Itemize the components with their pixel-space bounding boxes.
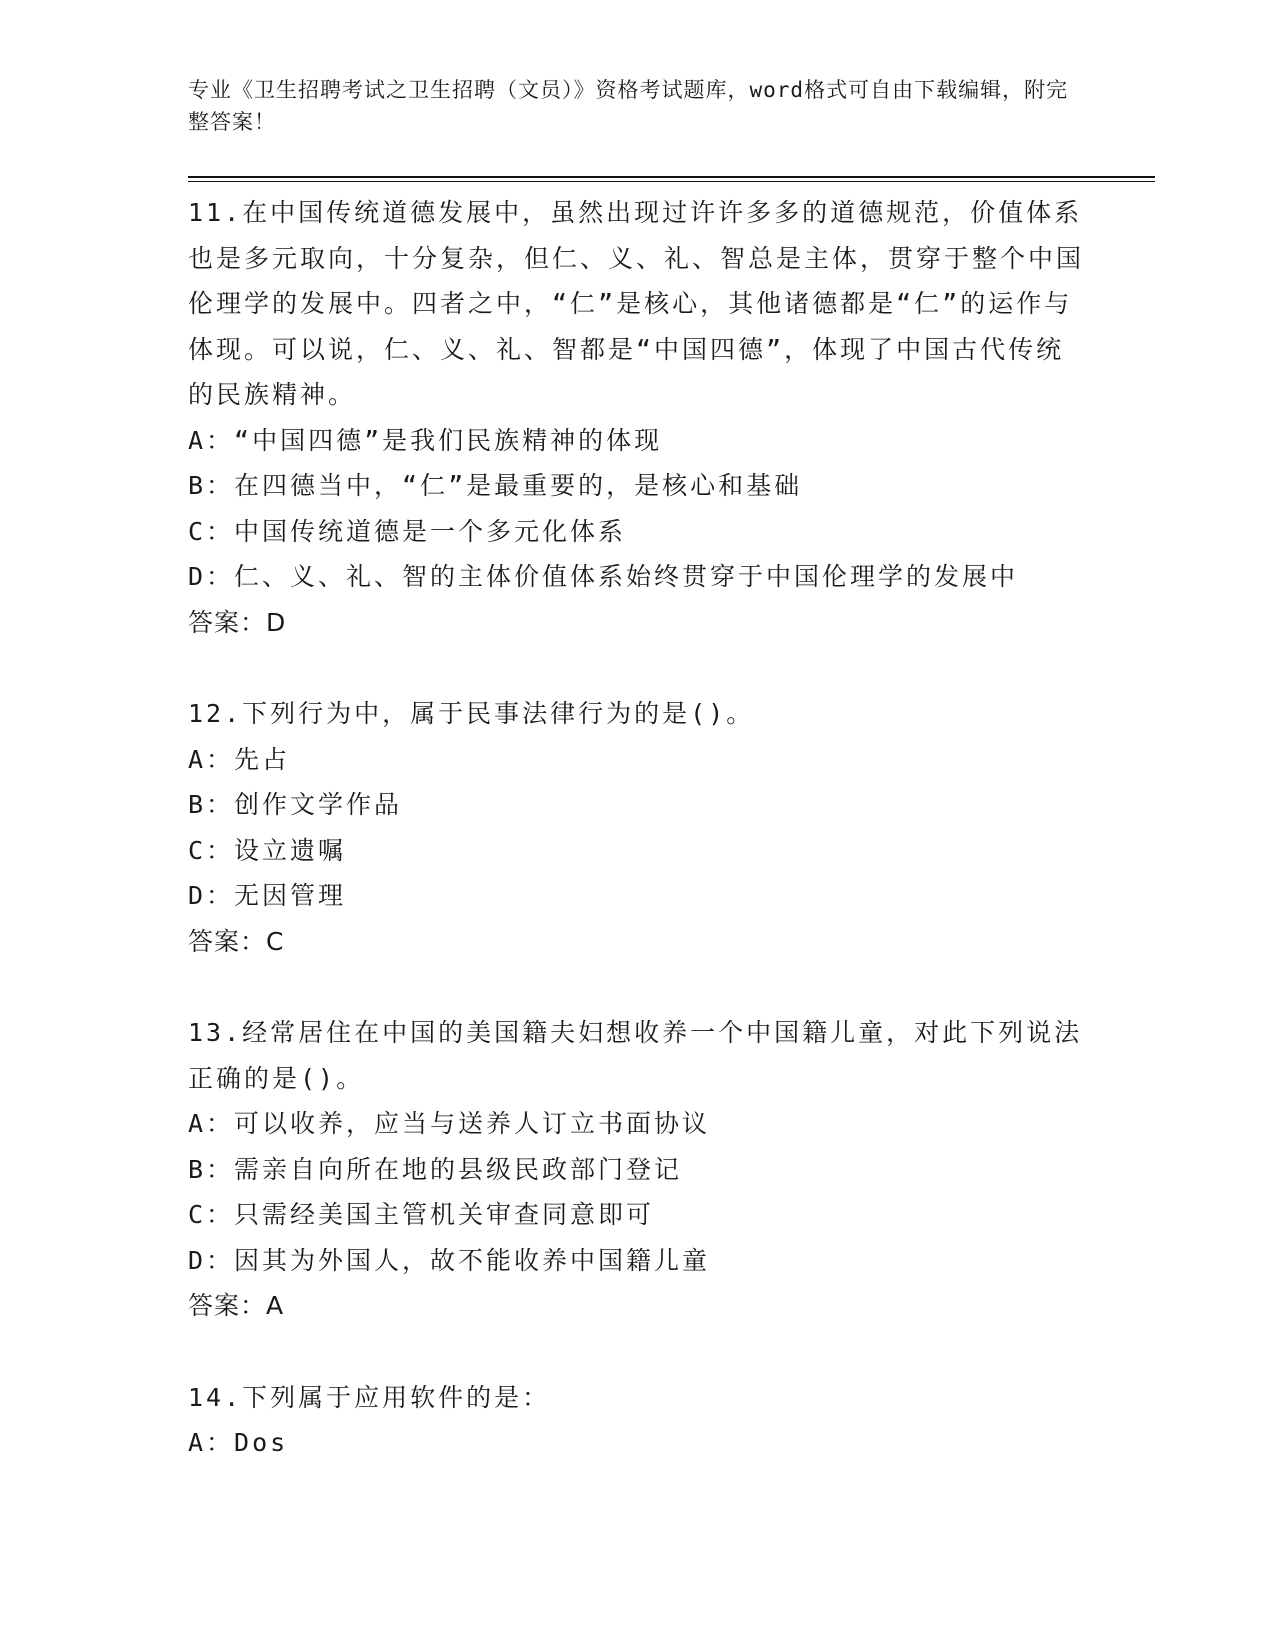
option-d: D：仁、义、礼、智的主体价值体系始终贯穿于中国伦理学的发展中	[188, 562, 1019, 591]
question-14	[188, 1375, 1088, 1466]
answer-line: 答案：D	[188, 607, 287, 637]
question-12	[188, 691, 1088, 964]
question-stem: 14.下列属于应用软件的是：	[188, 1382, 551, 1412]
option-b: B：在四德当中，“仁”是最重要的，是核心和基础	[188, 471, 803, 500]
option-c: C：设立遗嘱	[188, 835, 347, 865]
option-c: C：中国传统道德是一个多元化体系	[188, 516, 627, 546]
option-c: C：只需经美国主管机关审查同意即可	[188, 1200, 655, 1229]
question-11	[188, 190, 1088, 645]
option-a: A：可以收养，应当与送养人订立书面协议	[188, 1109, 711, 1138]
header-divider-thick	[188, 176, 1155, 178]
document-header: 专业《卫生招聘考试之卫生招聘（文员）》资格考试题库，word格式可自由下载编辑，附完整答案！	[188, 78, 1069, 134]
question-stem: 12.下列行为中，属于民事法律行为的是()。	[188, 699, 755, 728]
answer-line: 答案：C	[188, 926, 285, 956]
option-d: D：无因管理	[188, 881, 347, 910]
option-a: A：“中国四德”是我们民族精神的体现	[188, 425, 663, 455]
option-a: A：先占	[188, 744, 291, 774]
question-13	[188, 1010, 1088, 1329]
option-a: A：Dos	[188, 1428, 289, 1457]
option-b: B：需亲自向所在地的县级民政部门登记	[188, 1154, 683, 1184]
question-stem: 11.在中国传统道德发展中，虽然出现过许许多多的道德规范，价值体系也是多元取向，十分复杂，但仁、义、礼、智总是主体，贯穿于整个中国伦理学的发展中。四者之中，“仁”是核心，其他诸德都是“仁”的运作与体现。可以说，仁、义、礼、智都是“中国四德”，体现了中国古代传统的民族精神。	[188, 198, 1085, 409]
option-d: D：因其为外国人，故不能收养中国籍儿童	[188, 1245, 711, 1275]
option-b: B：创作文学作品	[188, 790, 403, 819]
question-stem: 13.经常居住在中国的美国籍夫妇想收养一个中国籍儿童，对此下列说法正确的是()。	[188, 1018, 1083, 1093]
header-divider-thin	[188, 181, 1155, 182]
answer-line: 答案：A	[188, 1291, 285, 1320]
question-list	[188, 190, 1088, 1466]
